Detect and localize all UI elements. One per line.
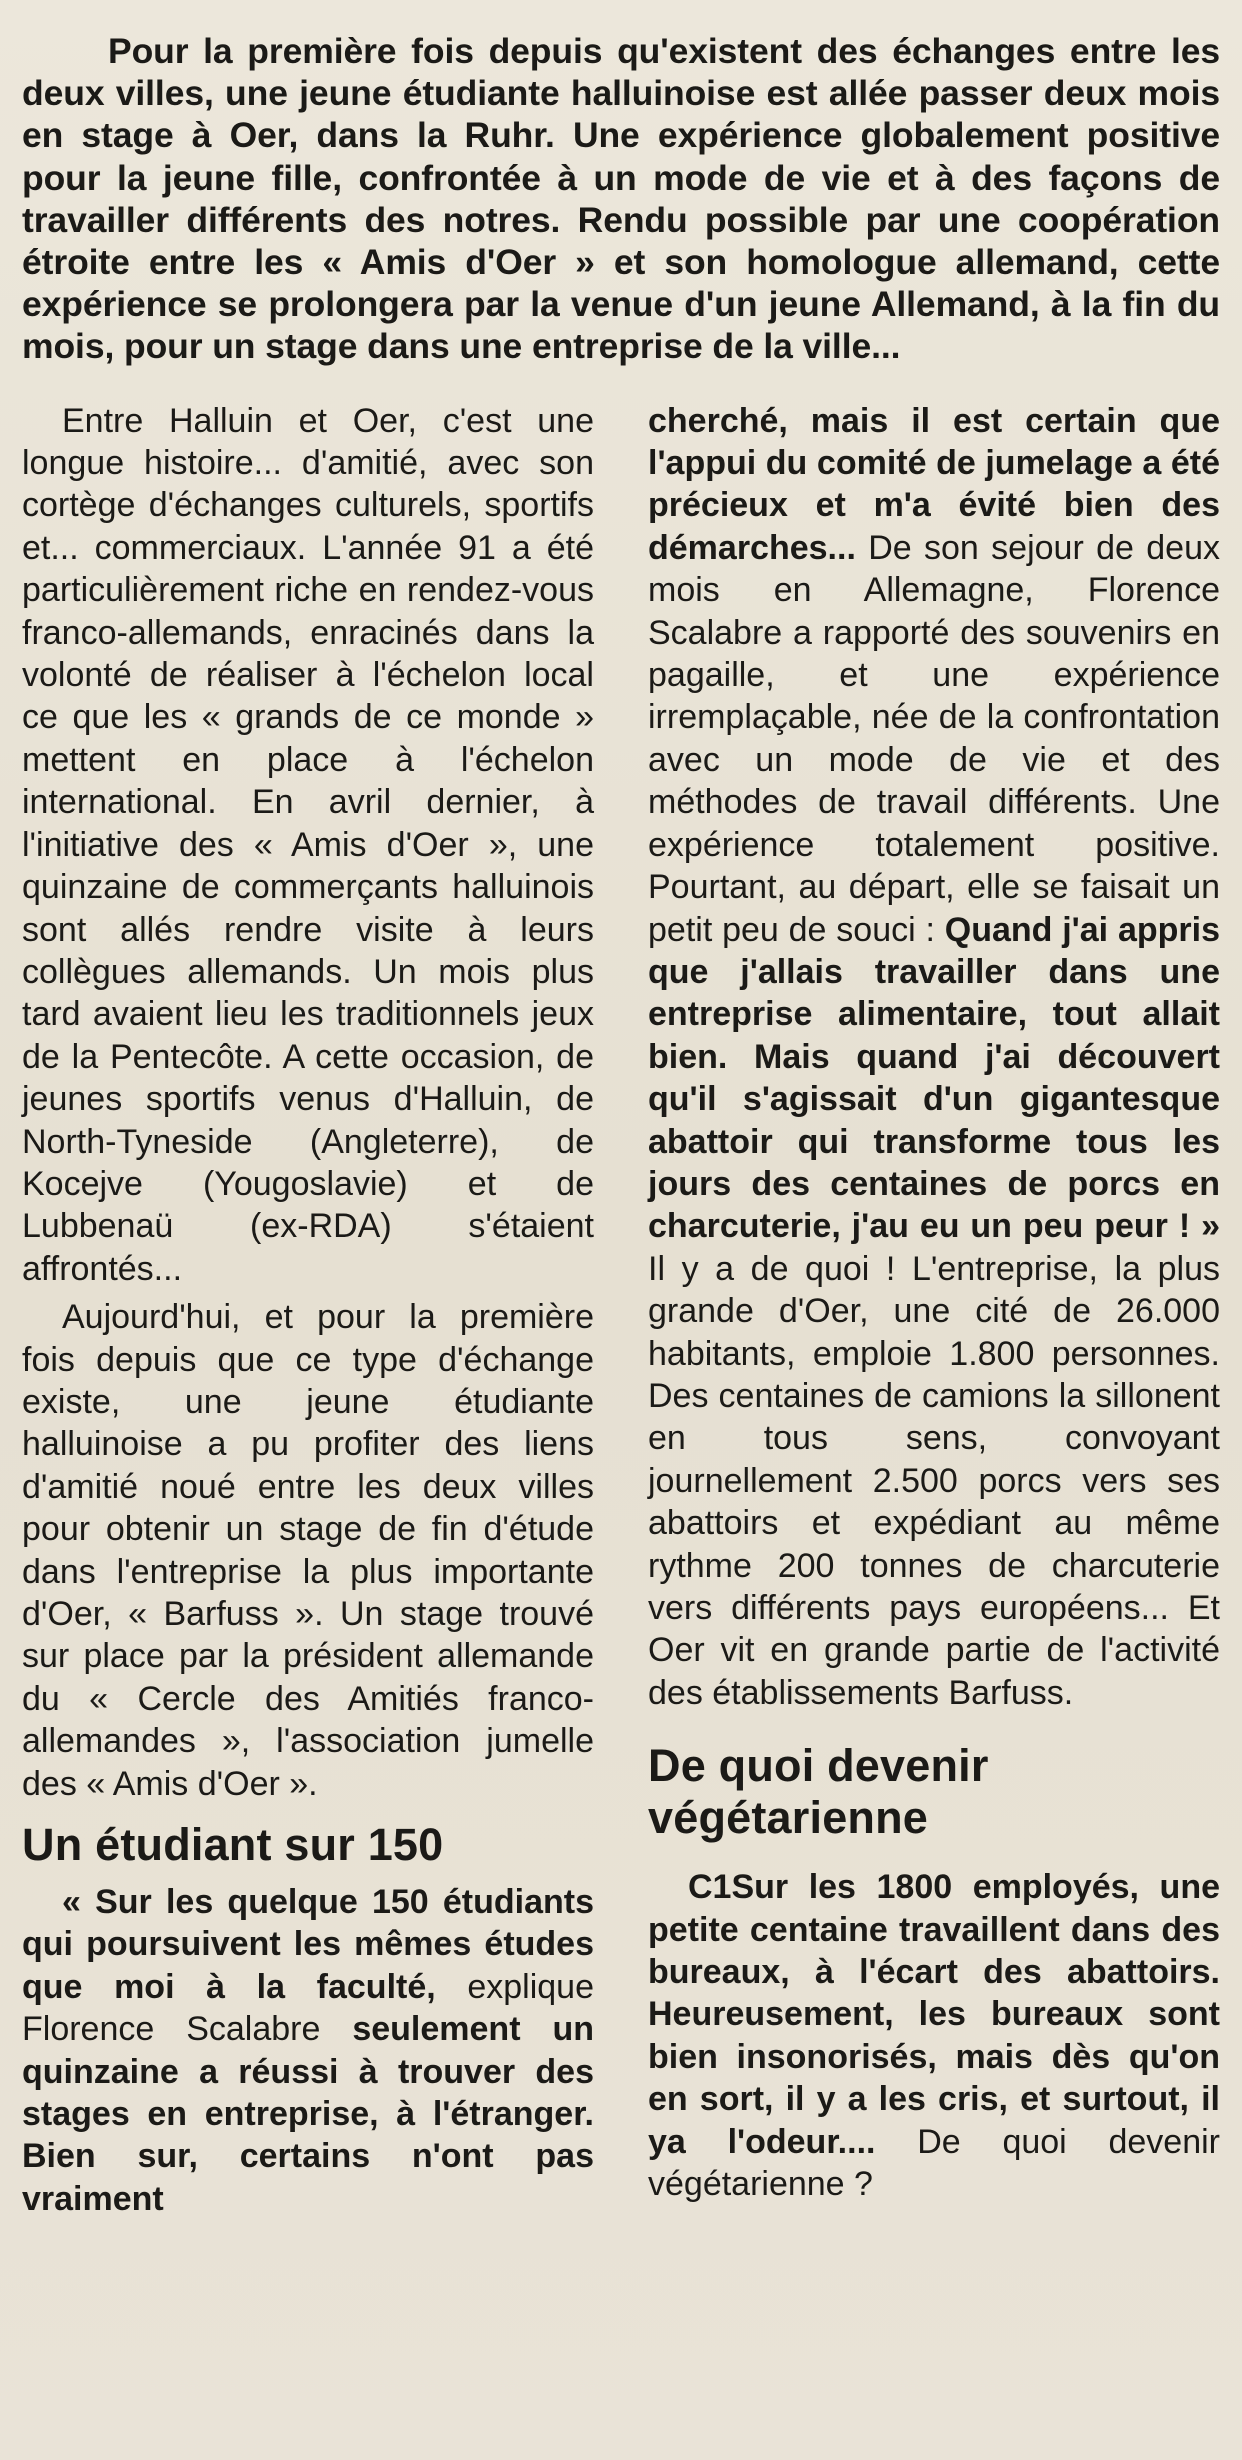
right-plain-3: De quoi devenir végétarienne ? [648, 2122, 1220, 2204]
lead-text: Pour la première fois depuis qu'existent des échanges entre les deux villes, une jeune étudiante halluinoise est allée passer deux mois en stage à Oer, dans la Ruhr. Une expérience globalement positive pour la jeune fille, confrontée à un mode de vie et à des façons de travailler différents des notres. Rendu possible par une coopération étroite entre les « Amis d'Oer » et son homologue allemand, cette expérience se prolongera par la venue d'un jeune Allemand, à la fin du mois, pour un stage dans une entreprise de la ville... [22, 31, 1220, 367]
right-plain-1: De son sejour de deux mois en Allemagne, Florence Scalabre a rapporté des souvenirs en pagaille, et une expérience irremplaçable, née de la confrontation avec un mode de vie et des méthodes de travail différents. Une expérience totalement positive. Pourtant, au départ, elle se faisait un petit peu de souci : [648, 528, 1220, 949]
left-column [22, 400, 594, 2221]
right-column [648, 400, 1220, 2221]
subheading-vegetarienne: De quoi devenir végétarienne [648, 1740, 989, 1844]
left-paragraph-2: Aujourd'hui, et pour la première fois depuis que ce type d'échange existe, une jeune étudiante halluinoise a pu profiter des liens d'amitié noué entre les deux villes pour obtenir un stage de fin d'étude dans l'entreprise la plus importante d'Oer, « Barfuss ». Un stage trouvé sur place par la président allemande du « Cercle des Amitiés franco-allemandes », l'association jumelle des « Amis d'Oer ». [22, 1298, 594, 1803]
quote-bold-1: « Sur les quelque 150 étudiants qui poursuivent les mêmes études que moi à la faculté, [22, 1883, 594, 2006]
quote-plain-1: explique Florence Scalabre [22, 1967, 594, 2049]
article-columns [22, 400, 1220, 2221]
right-plain-2: Il y a de quoi ! L'entreprise, la plus grande d'Oer, une cité de 26.000 habitants, emploie 1.800 personnes. Des centaines de camions la sillonent en tous sens, convoyant journellement 2.500 porcs vers ses abattoirs et expédiant au même rythme 200 tonnes de charcuterie vers différents pays européens... Et Oer vit en grande partie de l'activité des établissements Barfuss. [648, 1249, 1220, 1712]
quote-bold-5: C1Sur les 1800 employés, une petite centaine travaillent dans des bureaux, à l'écart des abattoirs. Heureusement, les bureaux sont bien insonorisés, mais dès qu'on en sort, il y a les cris, et surtout, il ya l'odeur.... [648, 1868, 1220, 2161]
subheading-un-etudiant: Un étudiant sur 150 [22, 1819, 444, 1871]
left-paragraph-1: Entre Halluin et Oer, c'est une longue histoire... d'amitié, avec son cortège d'échanges culturels, sportifs et... commerciaux. L'année 91 a été particulièrement riche en rendez-vous franco-allemands, enracinés dans la volonté de réaliser à l'échelon local ce que les « grands de ce monde » mettent en place à l'échelon international. En avril dernier, à l'initiative des « Amis d'Oer », une quinzaine de commerçants halluinois sont allés rendre visite à leurs collègues allemands. Un mois plus tard avaient lieu les traditionnels jeux de la Pentecôte. A cette occasion, de jeunes sportifs venus d'Halluin, de North-Tyneside (Angleterre), de Kocejve (Yougoslavie) et de Lubbenaü (ex-RDA) s'étaient affrontés... [22, 401, 594, 1288]
right-paragraph-2 [648, 1866, 1220, 2205]
left-paragraph-3 [22, 1881, 594, 2220]
article-lead [22, 30, 1220, 368]
quote-bold-2: seulement un quinzaine a réussi à trouver des stages en entreprise, à l'étranger. Bien sur, certains n'ont pas vraiment [22, 2010, 594, 2218]
quote-bold-3: cherché, mais il est certain que l'appui du comité de jumelage a été précieux et m'a évité bien des démarches... [648, 401, 1220, 567]
quote-bold-4: Quand j'ai appris que j'allais travailler dans une entreprise alimentaire, tout allait bien. Mais quand j'ai découvert qu'il s'agissait d'un gigantesque abattoir qui transforme tous les jours des centaines de porcs en charcuterie, j'au eu un peu peur ! » [648, 910, 1220, 1246]
right-paragraph-1 [648, 400, 1220, 1715]
